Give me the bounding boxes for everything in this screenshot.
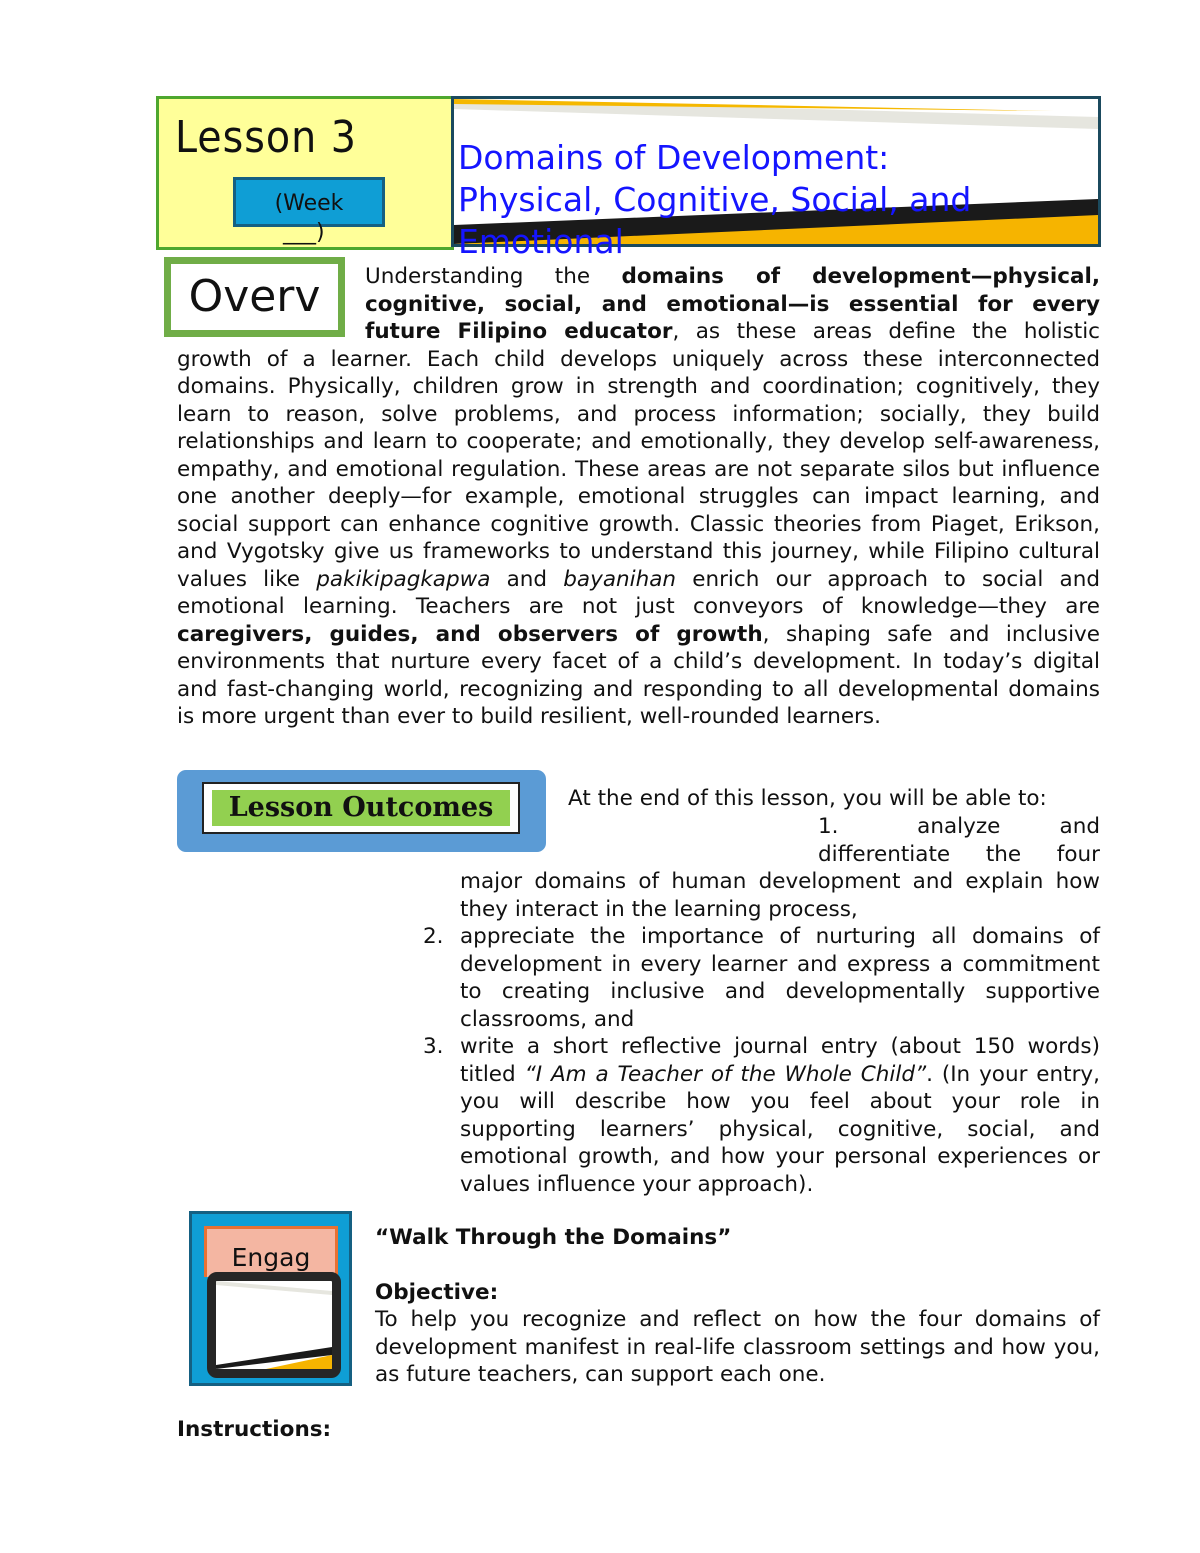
lesson-heading <box>458 137 971 263</box>
italic-term: bayanihan <box>563 566 677 592</box>
text: and <box>490 566 564 592</box>
item-number: 1. <box>818 814 839 839</box>
text: , shaping safe and inclusive environments that nurture every facet of a child’s development. In today’s digital and fast-changing world, recognizing and responding to all developmental domains is more urgent than ever to build resilient, well-rounded learners. <box>177 621 1101 729</box>
overview-label-box: Overv <box>164 257 345 337</box>
engage-stripes-graphic <box>216 1281 332 1369</box>
lesson-title: Lesson 3 <box>175 112 357 163</box>
italic-term: pakikipagkapwa <box>316 566 491 592</box>
bold-text: caregivers, guides, and observers of growth <box>177 621 763 647</box>
item-text: appreciate the importance of nurturing all domains of development in every learner and express a commitment to creating inclusive and developmentally supportive classrooms, and <box>460 924 1100 1032</box>
engage-box <box>189 1211 352 1386</box>
outcome-item-1-cont: major domains of human development and explain how they interact in the learning process, <box>460 869 1100 922</box>
objective-text: To help you recognize and reflect on how the four domains of development manifest in real-life classroom settings and how you, as future teachers, can support each one. <box>375 1307 1100 1387</box>
heading-line: Emotional <box>458 222 624 261</box>
item-text: write a short reflective journal entry (about 150 words) titled <box>460 1034 1100 1087</box>
engage-image-frame <box>207 1272 341 1378</box>
text: , as these areas define the holistic growth of a learner. Each child develops uniquely across these interconnected domains. Physically, children grow in strength and coordination; cognitively, they learn to reason, solve problems, and process information; socially, they build relationships and learn to cooperate; and emotionally, they develop self-awareness, empathy, and emotional regulation. These areas are not separate silos but influence one another deeply—for example, emotional struggles can impact learning, and social support can enhance cognitive growth. Classic theories from Piaget, Erikson, and Vygotsky give us frameworks to understand this journey, while Filipino cultural values like <box>177 319 1100 592</box>
instructions-label: Instructions: <box>177 1417 332 1442</box>
week-label: (Week <box>274 191 344 216</box>
item-number: 2. <box>423 924 444 949</box>
item-text: analyze and differentiate the four <box>818 814 1100 867</box>
outcome-item-1-start <box>818 813 1100 868</box>
engage-text <box>375 1224 1100 1389</box>
title-banner <box>451 96 1101 261</box>
lesson-outcomes-box <box>177 770 546 852</box>
heading-line: Domains of Development: <box>458 138 890 177</box>
lesson-outcomes-label: Lesson Outcomes <box>212 790 510 826</box>
objective-label: Objective: <box>375 1279 499 1305</box>
text: Understanding the <box>365 264 622 289</box>
outcome-item-3 <box>423 1033 1100 1198</box>
bold-text: domains of development—physical, cognitive, social, and emotional—is essential for every future Filipino educator <box>365 264 1100 344</box>
engage-label: Engag <box>204 1226 338 1277</box>
activity-title: “Walk Through the Domains” <box>375 1225 732 1250</box>
text: enrich our approach to social and emotional learning. Teachers are not just conveyors of knowledge—they are <box>177 566 1100 619</box>
item-text: . (In your entry, you will describe how you feel about your role in supporting learners’ physical, cognitive, social, and emotional growth, and how your personal experiences or values influence your approach). <box>460 1061 1100 1197</box>
week-blank: ___) <box>283 220 325 245</box>
item-number: 3. <box>423 1034 444 1059</box>
lesson-number-box <box>156 96 454 250</box>
heading-line: Physical, Cognitive, Social, and <box>458 180 972 219</box>
outcomes-intro: At the end of this lesson, you will be able to: <box>568 786 1047 811</box>
outcome-item-2 <box>423 923 1100 1033</box>
journal-title: “I Am a Teacher of the Whole Child” <box>524 1061 927 1087</box>
